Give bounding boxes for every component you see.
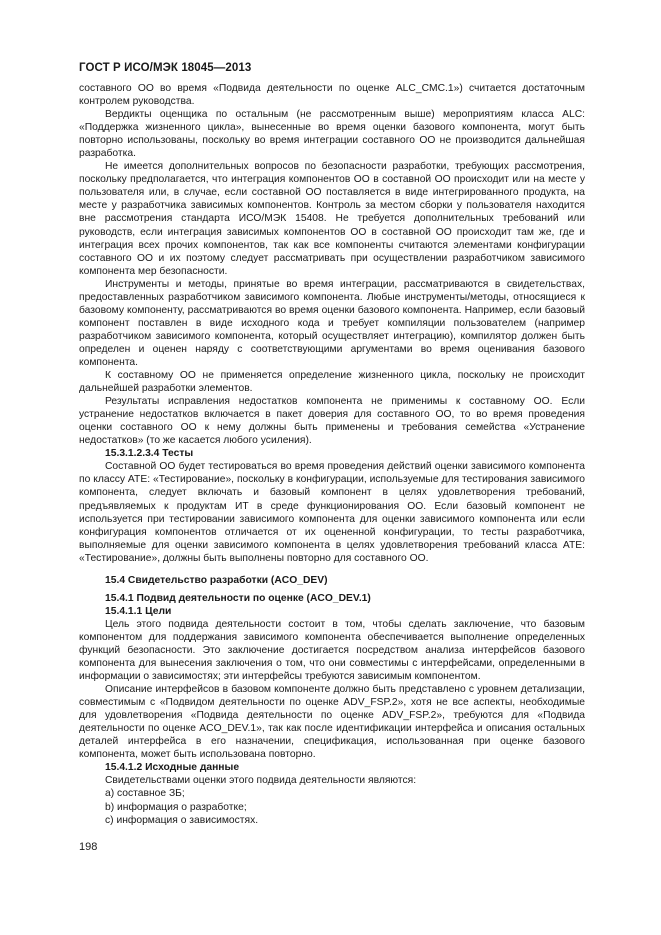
paragraph: Описание интерфейсов в базовом компоненте должно быть представлено с уровнем детализации, совместимым с «Подвидом деятельности по оценке ADV_FSP.2», хотя не все аспекты, необходимые для удовлетворения «Подвида деятельности по оценке ADV_FSP.2», требуются для «Подвида деятельности по оценке ACO_DEV.1», так как после идентификации интерфейса и описания остальных деталей интерфейса в его назначении, спецификация, использованная при оценке базового компонента, может быть использована повторно. (79, 684, 585, 761)
list-item: a) составное ЗБ; (105, 788, 185, 800)
document-body (79, 82, 585, 827)
list-item: b) информация о разработке; (105, 801, 247, 813)
paragraph: Вердикты оценщика по остальным (не рассмотренным выше) мероприятиям класса ALC: «Поддержка жизненного цикла», вынесенные во время оценки базового компонента, могут быть повторно использованы, поскольку во время интеграции составного ОО не производится дальнейшая разработка. (79, 109, 585, 160)
paragraph: Цель этого подвида деятельности состоит в том, чтобы сделать заключение, что базовым компонентом для поддержания зависимого компонента обеспечивается выполнение определенных функций безопасности. Это заключение достигается посредством анализа интерфейсов базового компонента для вынесения заключения о том, что они совместимы с интерфейсами, определенными в информации о зависимостях; эти интерфейсы требуются зависимым компонентом. (79, 618, 585, 683)
paragraph: К составному ОО не применяется определение жизненного цикла, поскольку не происходит дальнейшей разработки элементов. (79, 370, 585, 395)
paragraph: Не имеется дополнительных вопросов по безопасности разработки, требующих рассмотрения, поскольку предполагается, что интеграция компонентов ОО в составной ОО происходит или на месте у пользователя или, в случае, если составной ОО поставляется в виде интегрированного продукта, на месте у разработчика зависимых компонентов. Контроль за местом сборки у пользователя находится вне рассмотрения стандарта ИСО/МЭК 15408. Не требуется дополнительных требований или руководств, если интеграция зависимых компонентов ОО в составной ОО происходит там же, где и интеграция всех прочих компонентов, так как все компоненты считаются элементами конфигурации составного ОО и их поэтому следует рассматривать при осуществлении разработчиком зависимого компонента мер безопасности. (79, 161, 585, 277)
paragraph: составного ОО во время «Подвида деятельности по оценке ALC_CMC.1») считается достаточным контролем руководства. (79, 83, 585, 108)
heading-section-15-4-1-1: 15.4.1.1 Цели (105, 605, 172, 617)
heading-tests: 15.3.1.2.3.4 Тесты (105, 448, 194, 460)
page-header: ГОСТ Р ИСО/МЭК 18045—2013 (79, 62, 252, 74)
paragraph: Составной ОО будет тестироваться во время проведения действий оценки зависимого компонента по классу ATE: «Тестирование», поскольку в конфигурации, используемые для тестирования зависимого компонента, следует включать и базовый компонент в целях удовлетворения требований, предъявляемых к продуктам ИТ в среде функционирования ОО. Если базовый компонент не используется при тестировании зависимого компонента для оценки зависимого компонента или если конфигурация компонентов отличается от их оцененной конфигурации, то тесты разработчика, выполняемые для оценки зависимого компонента в целях удовлетворения требований класса ATE: «Тестирование», должны быть выполнены повторно для составного ОО. (79, 461, 585, 564)
heading-section-15-4: 15.4 Свидетельство разработки (ACO_DEV) (105, 574, 328, 586)
paragraph: Результаты исправления недостатков компонента не применимы к составному ОО. Если устранение недостатков включается в пакет доверия для составного ОО, то во время проведения оценки составного ОО к нему должны быть применены и требования семейства «Устранение недостатков» (то же касается любого усиления). (79, 396, 585, 447)
paragraph: Инструменты и методы, принятые во время интеграции, рассматриваются в свидетельствах, предоставленных разработчиком зависимого компонента. Любые инструменты/методы, относящиеся к базовому компоненту, рассматриваются во время оценки базового компонента. Например, если базовый компонент поставлен в виде исходного кода и требует компиляции пользователем (например разработчиком зависимого компонента, который осуществляет интеграцию), компилятор должен быть определен и оценен наряду с соответствующими аргументами во время оценивания базового компонента. (79, 278, 585, 368)
paragraph: Свидетельствами оценки этого подвида деятельности являются: (105, 775, 417, 787)
page-number: 198 (79, 841, 98, 853)
heading-section-15-4-1: 15.4.1 Подвид деятельности по оценке (ACO_DEV.1) (105, 592, 371, 604)
heading-section-15-4-1-2: 15.4.1.2 Исходные данные (105, 762, 240, 774)
list-item: c) информация о зависимостях. (105, 814, 259, 826)
